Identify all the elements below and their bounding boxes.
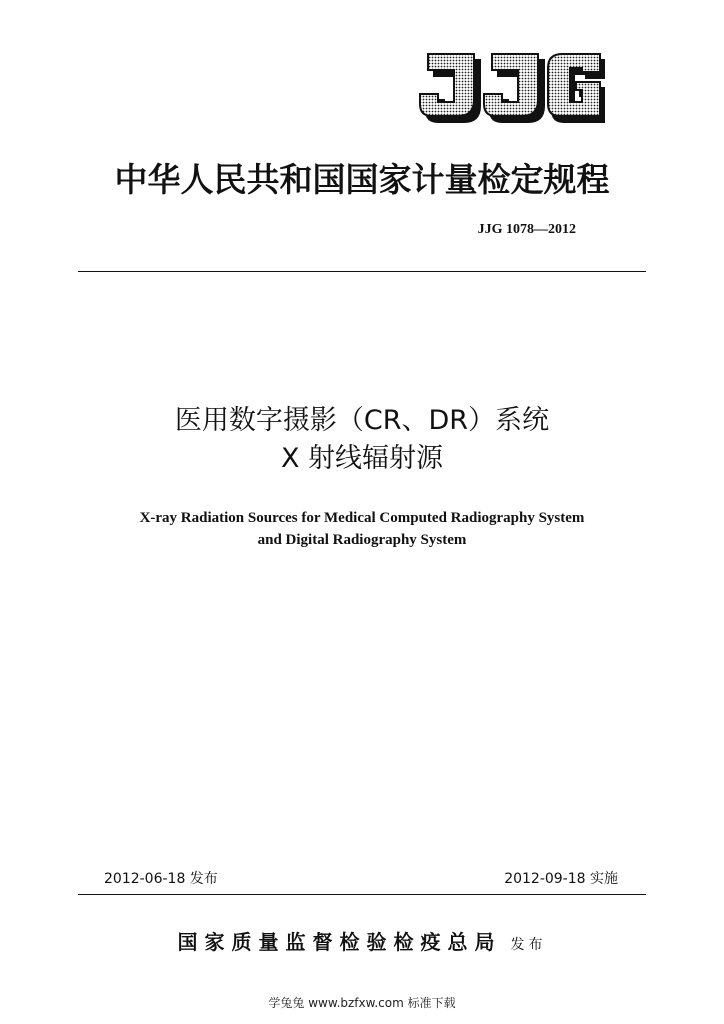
- regulation-series-title: 中华人民共和国国家计量检定规程: [114, 160, 610, 199]
- top-divider: [78, 271, 646, 272]
- authority-name: 国家质量监督检验检疫总局: [177, 930, 502, 954]
- document-title-cn-line2: X 射线辐射源: [280, 443, 444, 474]
- document-title-cn-line1: 医用数字摄影（CR、DR）系统: [174, 405, 550, 436]
- issuing-authority: [0, 926, 724, 955]
- bottom-divider: [78, 894, 646, 895]
- implementation-date: 2012-09-18 实施: [504, 871, 618, 887]
- authority-issue-label: 发布: [510, 937, 547, 953]
- download-watermark: 学兔兔 www.bzfxw.com 标准下载: [268, 996, 456, 1010]
- jjg-logo: [410, 44, 610, 124]
- issue-date: 2012-06-18 发布: [104, 871, 218, 887]
- standard-number: JJG 1078—2012: [477, 222, 576, 237]
- document-title-en-line2: and Digital Radiography System: [257, 532, 467, 548]
- document-title-en-line1: X-ray Radiation Sources for Medical Computed Radiography System: [139, 510, 585, 526]
- jjg-logo-graphic: [410, 44, 610, 124]
